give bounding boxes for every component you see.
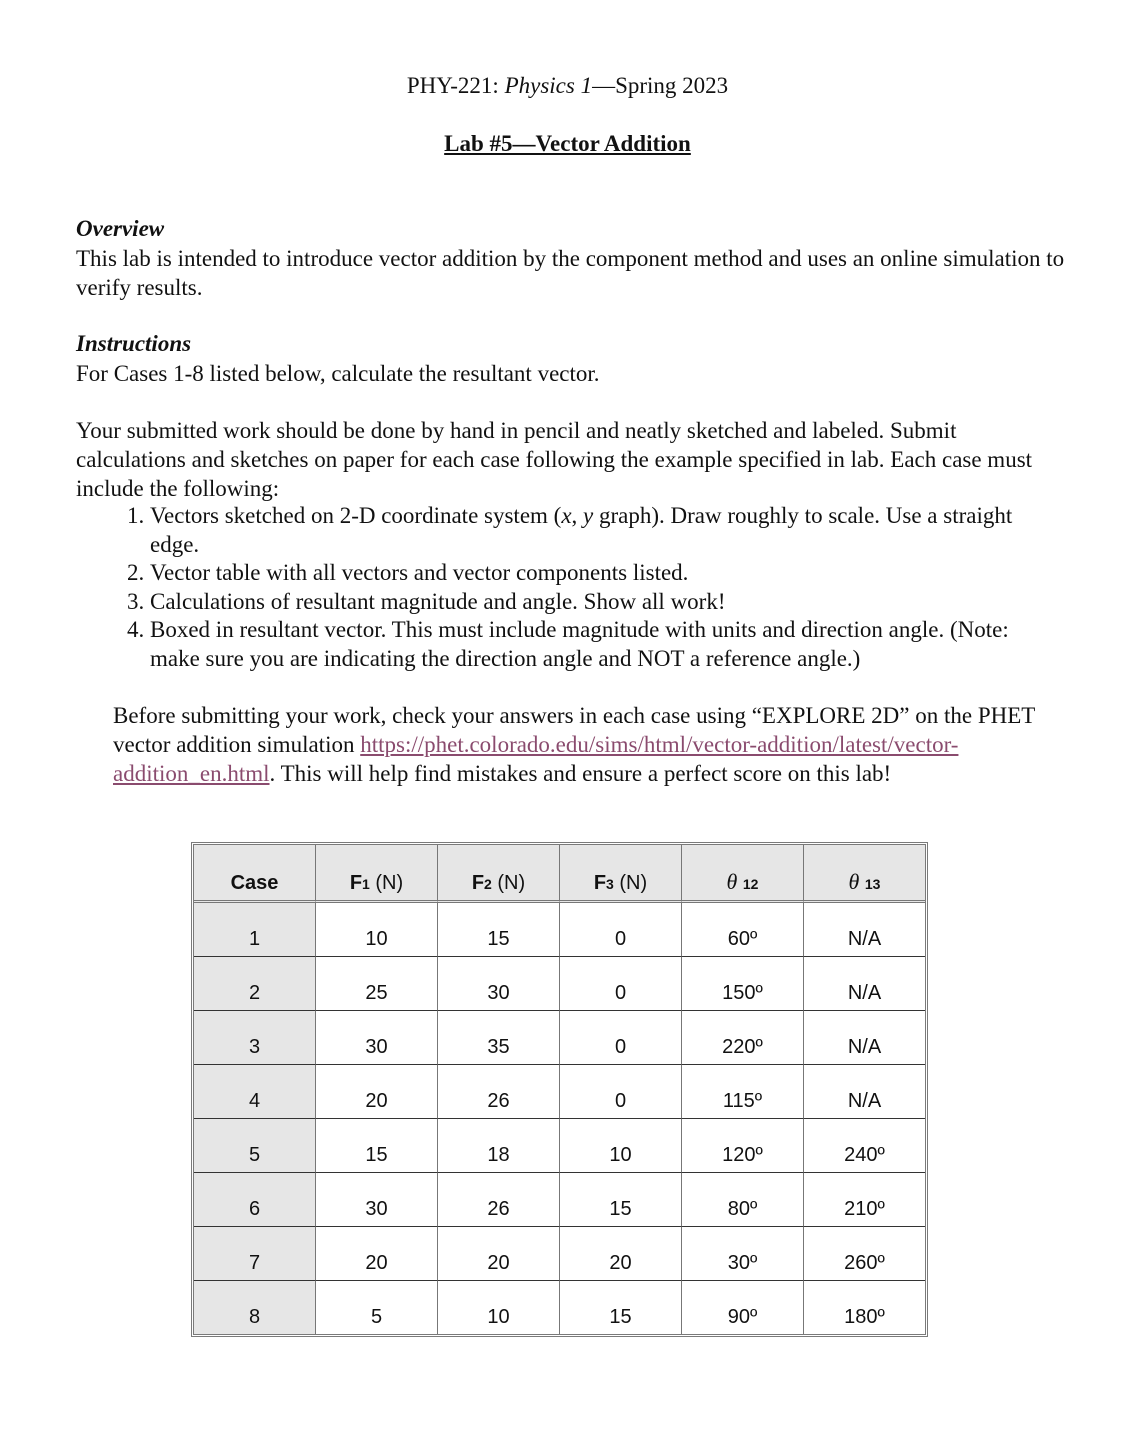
requirements-list: [113, 502, 1050, 673]
cell-f2: 20: [438, 1227, 560, 1281]
header-f3: F3 (N): [560, 845, 682, 903]
requirement-item: 3. Calculations of resultant magnitude and angle. Show all work!: [150, 588, 1050, 617]
submission-text: Your submitted work should be done by hand in pencil and neatly sketched and labeled. Submit calculations and sketches on paper for each case following the example specified in lab. Each case must include the following:: [76, 418, 1033, 501]
cell-f1: 15: [316, 1119, 438, 1173]
cell-theta12: 115º: [682, 1065, 804, 1119]
course-code: PHY-221:: [406, 73, 499, 98]
requirement-item: 4. Boxed in resultant vector. This must include magnitude with units and direction angle. (Note: make sure you are indicating the direction angle and NOT a reference angle.): [150, 616, 1050, 673]
requirement-item: 2. Vector table with all vectors and vector components listed.: [150, 559, 1050, 588]
cell-f1: 30: [316, 1011, 438, 1065]
cell-theta13: N/A: [804, 1011, 925, 1065]
cell-theta12: 150º: [682, 957, 804, 1011]
cell-f3: 0: [560, 957, 682, 1011]
cell-case: 8: [194, 1281, 316, 1334]
cell-case: 6: [194, 1173, 316, 1227]
cell-case: 1: [194, 903, 316, 957]
table-row: [194, 957, 925, 1011]
cell-theta12: 30º: [682, 1227, 804, 1281]
cell-theta12: 60º: [682, 903, 804, 957]
cell-f1: 5: [316, 1281, 438, 1334]
cell-f3: 0: [560, 1011, 682, 1065]
cell-f2: 10: [438, 1281, 560, 1334]
cell-f1: 20: [316, 1227, 438, 1281]
cell-case: 2: [194, 957, 316, 1011]
cell-theta13: 210º: [804, 1173, 925, 1227]
instructions-text: For Cases 1-8 listed below, calculate the resultant vector.: [76, 361, 600, 386]
cell-f2: 30: [438, 957, 560, 1011]
lab-title: Lab #5—Vector Addition: [444, 131, 691, 156]
cell-case: 4: [194, 1065, 316, 1119]
cell-f1: 25: [316, 957, 438, 1011]
check-answers-text: Before submitting your work, check your answers in each case using “EXPLORE 2D” on the PHET vector addition simulation https://phet.colorado.edu/sims/html/vector-addition/latest/vector-addition_en.html. This will help find mistakes and ensure a perfect score on this lab!: [113, 703, 1035, 786]
cell-f3: 15: [560, 1281, 682, 1334]
cell-f1: 30: [316, 1173, 438, 1227]
cell-theta13: N/A: [804, 957, 925, 1011]
table-header-row: [194, 845, 925, 903]
cell-case: 7: [194, 1227, 316, 1281]
cell-theta13: 240º: [804, 1119, 925, 1173]
cell-f3: 15: [560, 1173, 682, 1227]
cases-table: [191, 842, 928, 1337]
requirement-item: 1. Vectors sketched on 2-D coordinate system (x, y graph). Draw roughly to scale. Use a straight edge.: [150, 502, 1050, 559]
cell-f3: 0: [560, 903, 682, 957]
cell-f2: 26: [438, 1173, 560, 1227]
table-row: [194, 1065, 925, 1119]
table-row: [194, 1119, 925, 1173]
cell-theta13: N/A: [804, 903, 925, 957]
course-title: [0, 73, 1135, 99]
cell-f1: 10: [316, 903, 438, 957]
header-f1: F1 (N): [316, 845, 438, 903]
cell-theta13: N/A: [804, 1065, 925, 1119]
header-case: Case: [194, 845, 316, 903]
course-term: —Spring 2023: [592, 73, 729, 98]
cell-theta12: 80º: [682, 1173, 804, 1227]
cell-f3: 10: [560, 1119, 682, 1173]
table-row: [194, 903, 925, 957]
overview-text: This lab is intended to introduce vector addition by the component method and uses an online simulation to verify results.: [76, 246, 1065, 300]
table-row: [194, 1011, 925, 1065]
cell-theta13: 260º: [804, 1227, 925, 1281]
phet-simulation-link[interactable]: https://phet.colorado.edu/sims/html/vector-addition/latest/vector-addition_en.html: [113, 732, 959, 786]
table-row: [194, 1173, 925, 1227]
header-f2: F2 (N): [438, 845, 560, 903]
cell-f2: 26: [438, 1065, 560, 1119]
cell-f3: 20: [560, 1227, 682, 1281]
cell-f1: 20: [316, 1065, 438, 1119]
course-name: Physics 1: [504, 73, 593, 98]
instructions-heading: Instructions: [76, 331, 192, 356]
cell-theta13: 180º: [844, 1306, 885, 1328]
cell-case: 5: [194, 1119, 316, 1173]
cell-f2: 15: [438, 903, 560, 957]
cell-theta12: 220º: [682, 1011, 804, 1065]
cell-case: 3: [194, 1011, 316, 1065]
cell-f2: 18: [438, 1119, 560, 1173]
cell-theta12: 90º: [682, 1281, 804, 1334]
header-theta12: θ 12: [682, 845, 804, 903]
cell-f3: 0: [560, 1065, 682, 1119]
header-theta13: θ 13: [804, 845, 925, 903]
overview-heading: Overview: [76, 216, 165, 241]
cell-f2: 35: [438, 1011, 560, 1065]
table-row: [194, 1281, 925, 1334]
table-row: [194, 1227, 925, 1281]
cell-theta12: 120º: [682, 1119, 804, 1173]
